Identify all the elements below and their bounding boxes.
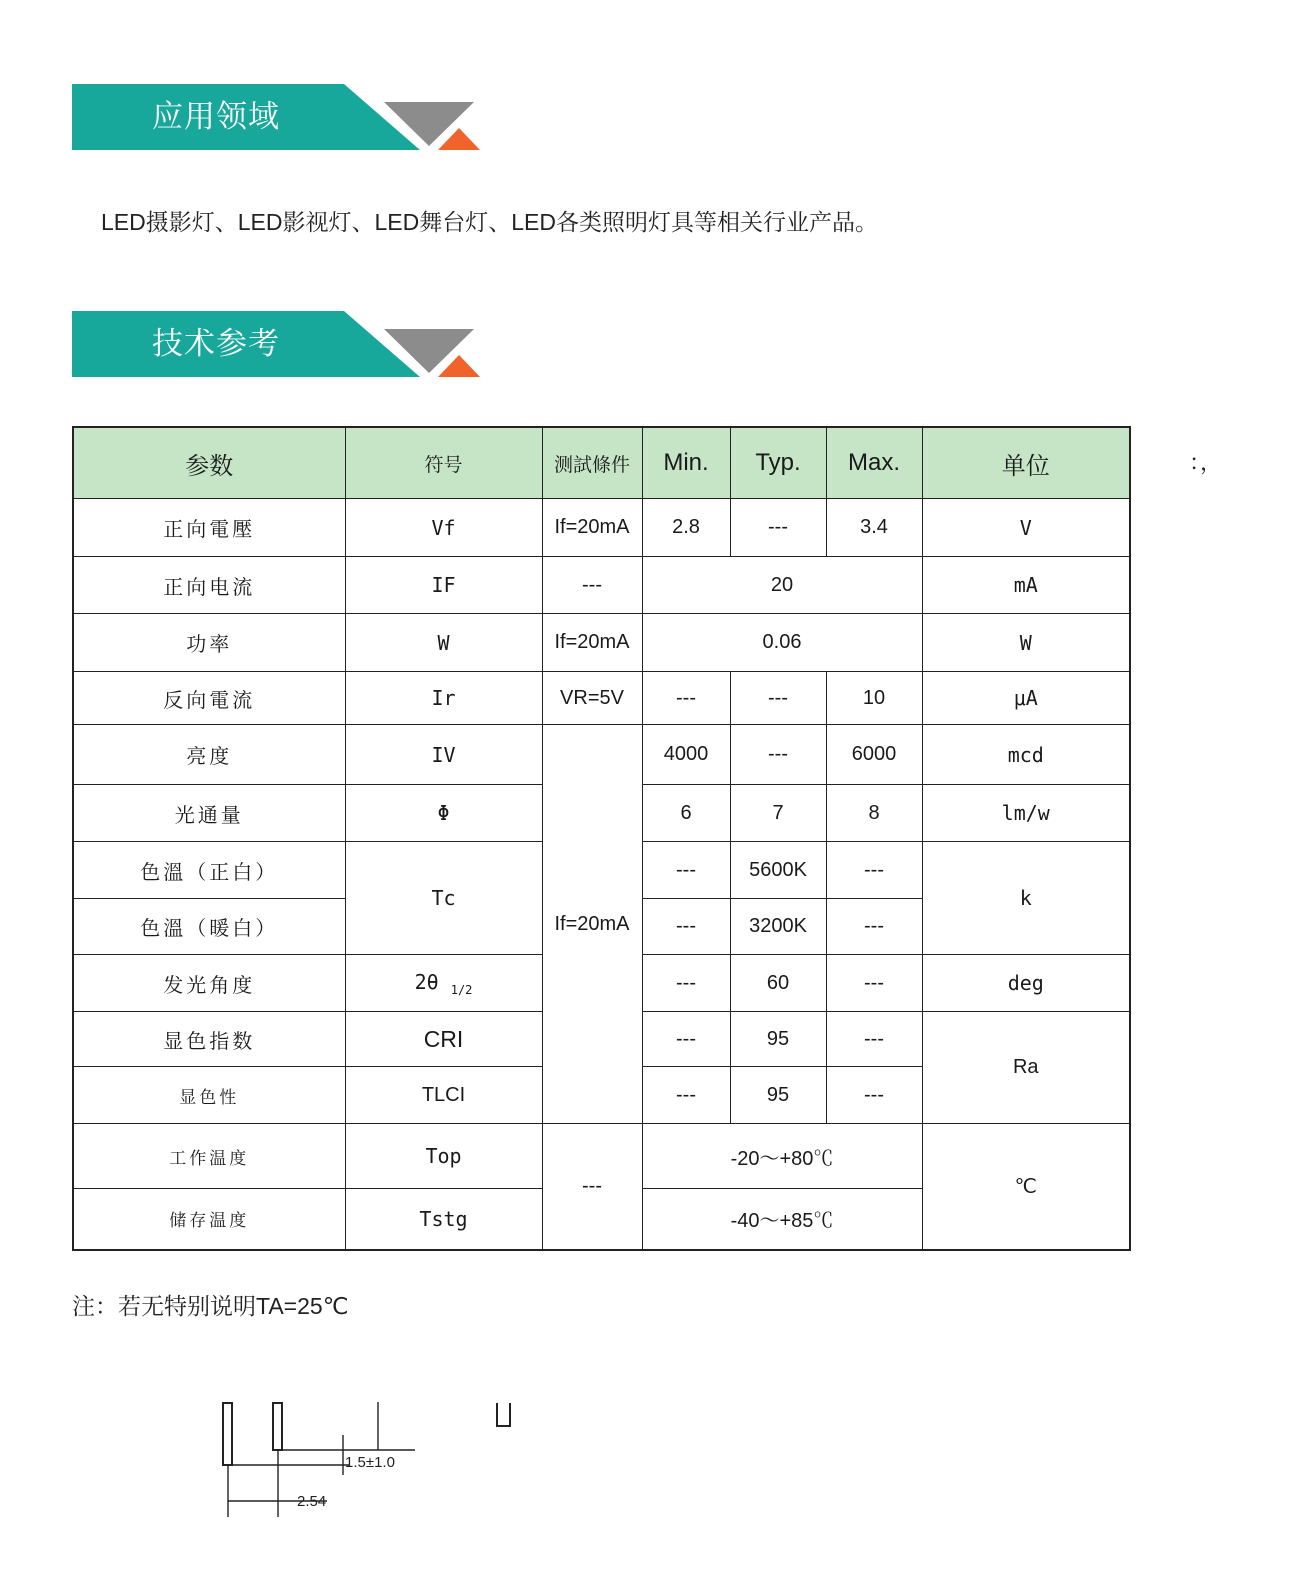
cell-param: 工作温度 xyxy=(73,1124,345,1189)
symbol-main: 2θ xyxy=(414,969,439,994)
dim-pitch-label: 2.54 xyxy=(297,1493,327,1510)
cell-symbol: W xyxy=(345,614,542,672)
table-row xyxy=(73,557,1130,614)
header-typ: Typ. xyxy=(730,427,826,499)
cell-symbol: IV xyxy=(345,725,542,785)
cell-param: 正向電壓 xyxy=(73,499,345,557)
cell-unit: deg xyxy=(922,955,1130,1012)
cell-param: 色溫（正白） xyxy=(73,842,345,899)
cell-param: 光通量 xyxy=(73,785,345,842)
table-row xyxy=(73,1124,1130,1189)
cell-condition: VR=5V xyxy=(542,672,642,725)
cell-condition: If=20mA xyxy=(542,614,642,672)
cell-symbol: Top xyxy=(345,1124,542,1189)
table-row xyxy=(73,725,1130,785)
cell-symbol: Vf xyxy=(345,499,542,557)
cell-unit: μA xyxy=(922,672,1130,725)
cell-symbol: CRI xyxy=(345,1012,542,1067)
cell-max: 8 xyxy=(826,785,922,842)
cell-symbol: TLCI xyxy=(345,1067,542,1124)
cell-param: 显色指数 xyxy=(73,1012,345,1067)
cell-param: 储存温度 xyxy=(73,1189,345,1250)
cell-symbol: Φ xyxy=(345,785,542,842)
cell-param: 亮度 xyxy=(73,725,345,785)
cell-value: -20～+80℃ xyxy=(642,1124,922,1189)
table-row xyxy=(73,672,1130,725)
cell-param: 色溫（暖白） xyxy=(73,899,345,955)
cell-typ: --- xyxy=(730,499,826,557)
table-row xyxy=(73,499,1130,557)
cell-condition-shared: If=20mA xyxy=(542,725,642,1124)
cell-unit: mcd xyxy=(922,725,1130,785)
symbol-subscript: 1/2 xyxy=(450,982,473,997)
bracket-mark xyxy=(496,1403,511,1427)
cell-value: 0.06 xyxy=(642,614,922,672)
cell-typ: 5600K xyxy=(730,842,826,899)
cell-symbol: Tc xyxy=(345,842,542,955)
dimension-drawing xyxy=(215,1395,475,1525)
header-max: Max. xyxy=(826,427,922,499)
section-banner-technical xyxy=(72,311,482,379)
cell-min: 4000 xyxy=(642,725,730,785)
cell-max: --- xyxy=(826,1012,922,1067)
cell-unit: mA xyxy=(922,557,1130,614)
cell-condition: If=20mA xyxy=(542,499,642,557)
header-min: Min. xyxy=(642,427,730,499)
cell-typ: 95 xyxy=(730,1012,826,1067)
cell-param: 发光角度 xyxy=(73,955,345,1012)
table-header-row xyxy=(73,427,1130,499)
stray-punctuation: ：， xyxy=(1189,451,1223,476)
header-symbol: 符号 xyxy=(345,427,542,499)
cell-typ: 95 xyxy=(730,1067,826,1124)
dim-gap-label: 1.5±1.0 xyxy=(345,1454,395,1471)
cell-unit: ℃ xyxy=(922,1124,1130,1250)
cell-min: --- xyxy=(642,955,730,1012)
cell-unit: V xyxy=(922,499,1130,557)
spec-table xyxy=(72,426,1131,1251)
cell-min: --- xyxy=(642,1012,730,1067)
cell-unit: W xyxy=(922,614,1130,672)
header-condition: 测試條件 xyxy=(542,427,642,499)
header-param: 参数 xyxy=(73,427,345,499)
cell-min: --- xyxy=(642,842,730,899)
table-row xyxy=(73,614,1130,672)
section-title-application: 应用领域 xyxy=(152,99,280,135)
lead-outline xyxy=(223,1403,282,1465)
cell-max: --- xyxy=(826,899,922,955)
cell-value: 20 xyxy=(642,557,922,614)
cell-typ: 3200K xyxy=(730,899,826,955)
cell-param: 功率 xyxy=(73,614,345,672)
header-unit: 单位 xyxy=(922,427,1130,499)
cell-typ: --- xyxy=(730,725,826,785)
cell-max: 6000 xyxy=(826,725,922,785)
cell-symbol: Ir xyxy=(345,672,542,725)
cell-param: 显色性 xyxy=(73,1067,345,1124)
cell-typ: 60 xyxy=(730,955,826,1012)
cell-condition-shared: --- xyxy=(542,1124,642,1250)
cell-max: 10 xyxy=(826,672,922,725)
cell-max: --- xyxy=(826,955,922,1012)
cell-unit: lm/w xyxy=(922,785,1130,842)
cell-max: --- xyxy=(826,842,922,899)
section-title-technical: 技术参考 xyxy=(152,326,280,362)
cell-unit: k xyxy=(922,842,1130,955)
cell-value: -40～+85℃ xyxy=(642,1189,922,1250)
cell-min: 2.8 xyxy=(642,499,730,557)
footnote: 注：若无特别说明TA=25℃ xyxy=(72,1293,349,1319)
cell-param: 反向電流 xyxy=(73,672,345,725)
application-description: LED摄影灯、LED影视灯、LED舞台灯、LED各类照明灯具等相关行业产品。 xyxy=(101,209,878,235)
cell-min: --- xyxy=(642,899,730,955)
cell-param: 正向电流 xyxy=(73,557,345,614)
cell-symbol: IF xyxy=(345,557,542,614)
cell-min: --- xyxy=(642,672,730,725)
cell-typ: 7 xyxy=(730,785,826,842)
cell-unit: Ra xyxy=(922,1012,1130,1124)
cell-typ: --- xyxy=(730,672,826,725)
cell-max: --- xyxy=(826,1067,922,1124)
cell-condition: --- xyxy=(542,557,642,614)
cell-symbol xyxy=(345,955,542,1012)
cell-min: --- xyxy=(642,1067,730,1124)
cell-min: 6 xyxy=(642,785,730,842)
cell-symbol: Tstg xyxy=(345,1189,542,1250)
cell-max: 3.4 xyxy=(826,499,922,557)
section-banner-application xyxy=(72,84,482,152)
